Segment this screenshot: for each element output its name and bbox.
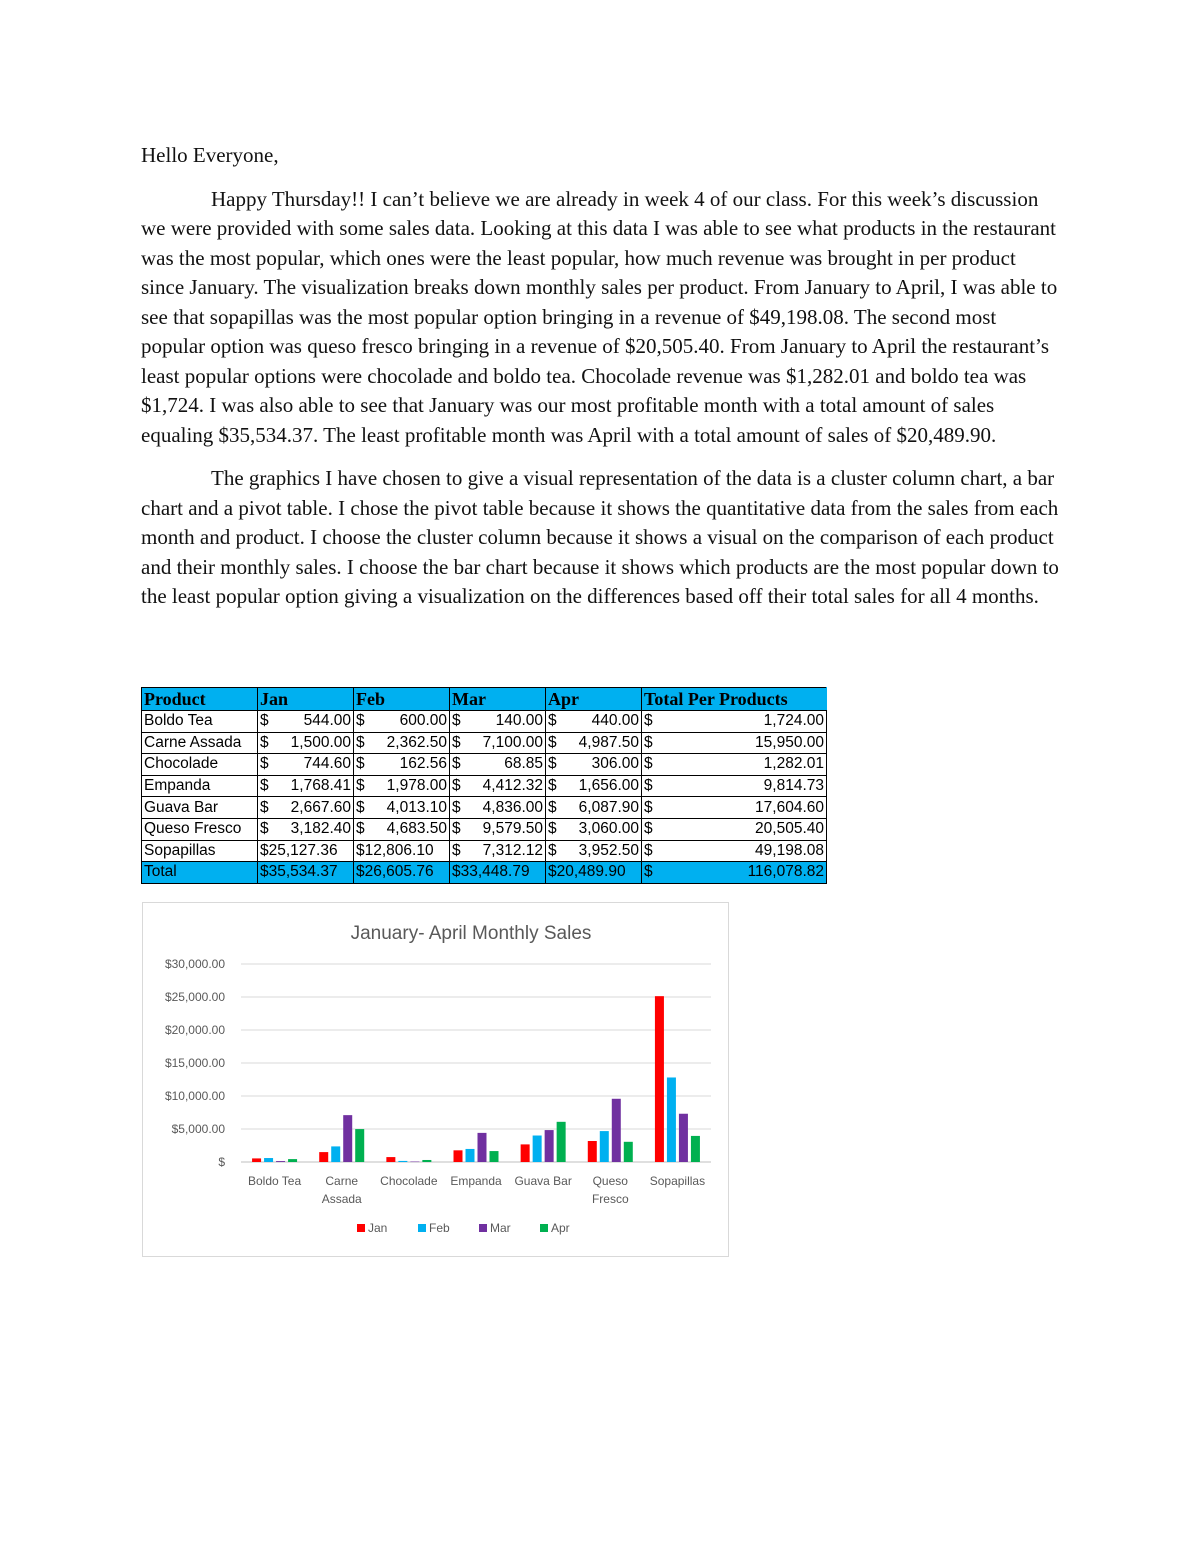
value-cell — [258, 862, 354, 884]
amount: 4,013.10 — [386, 798, 447, 816]
x-tick-label: Queso — [592, 1174, 628, 1188]
amount: 6,087.90 — [578, 798, 639, 816]
value-cell — [546, 797, 642, 819]
value-cell — [258, 797, 354, 819]
bar-mar — [276, 1161, 285, 1162]
x-tick-label: Fresco — [591, 1192, 629, 1206]
amount: 4,683.50 — [386, 820, 447, 838]
amount: 544.00 — [303, 712, 351, 730]
amount: 1,282.01 — [763, 755, 824, 773]
value-cell — [642, 711, 827, 733]
bar-apr — [422, 1160, 431, 1162]
currency-symbol: $ — [548, 777, 557, 795]
x-tick-label: Guava Bar — [514, 1174, 572, 1188]
amount: 1,978.00 — [386, 777, 447, 795]
table-row — [142, 754, 827, 776]
amount: 7,100.00 — [482, 733, 543, 751]
currency-symbol: $ — [548, 798, 557, 816]
bar-jan — [454, 1150, 463, 1162]
amount: $25,127.36 — [260, 841, 338, 859]
value-cell — [546, 862, 642, 884]
header-total: Total Per Products — [642, 688, 827, 711]
value-cell — [642, 754, 827, 776]
value-cell — [642, 818, 827, 840]
currency-symbol: $ — [356, 798, 365, 816]
amount: $12,806.10 — [356, 841, 434, 859]
amount: 306.00 — [591, 755, 639, 773]
value-cell — [546, 711, 642, 733]
bar-feb — [466, 1149, 475, 1162]
bar-jan — [319, 1152, 328, 1162]
amount: 4,987.50 — [578, 733, 639, 751]
value-cell — [450, 711, 546, 733]
amount: 3,952.50 — [578, 841, 639, 859]
value-cell — [258, 711, 354, 733]
value-cell — [546, 732, 642, 754]
bar-jan — [386, 1157, 395, 1162]
value-cell — [354, 818, 450, 840]
currency-symbol: $ — [548, 733, 557, 751]
currency-symbol: $ — [644, 712, 653, 730]
bar-apr — [288, 1159, 297, 1162]
y-tick-label: $30,000.00 — [164, 957, 225, 971]
product-cell: Sopapillas — [142, 840, 258, 862]
value-cell — [450, 840, 546, 862]
y-tick-label: $25,000.00 — [164, 990, 225, 1004]
value-cell — [450, 732, 546, 754]
value-cell — [546, 754, 642, 776]
amount: $33,448.79 — [452, 863, 530, 881]
amount: $35,534.37 — [260, 863, 338, 881]
currency-symbol: $ — [356, 733, 365, 751]
currency-symbol: $ — [260, 777, 269, 795]
table-row — [142, 840, 827, 862]
currency-symbol: $ — [644, 777, 653, 795]
x-tick-label: Boldo Tea — [247, 1174, 302, 1188]
currency-symbol: $ — [260, 733, 269, 751]
amount: 600.00 — [399, 712, 447, 730]
value-cell — [546, 818, 642, 840]
value-cell — [354, 840, 450, 862]
y-tick-label: $20,000.00 — [164, 1023, 225, 1037]
x-tick-label: Chocolade — [380, 1174, 438, 1188]
currency-symbol: $ — [452, 798, 461, 816]
value-cell — [642, 862, 827, 884]
value-cell — [450, 775, 546, 797]
bar-feb — [398, 1161, 407, 1162]
value-cell — [546, 840, 642, 862]
y-tick-label: $15,000.00 — [164, 1056, 225, 1070]
amount: 4,836.00 — [482, 798, 543, 816]
value-cell — [354, 775, 450, 797]
table-row — [142, 797, 827, 819]
bar-mar — [612, 1099, 621, 1162]
chart-svg — [143, 903, 728, 1256]
paragraph-1: Happy Thursday!! I can’t believe we are already in week 4 of our class. For this week’s discussion we were provided with some sales data. Looking at this data I was able to see what products in the restaurant was the most popular, which ones were the least popular, how much revenue was brought in per product since January. The visualization breaks down monthly sales per product. From January to April, I was able to see that sopapillas was the most popular option bringing in a revenue of $49,198.08. The second most popular option was queso fresco bringing in a revenue of $20,505.40. From January to April the restaurant’s least popular options were chocolade and boldo tea. Chocolade revenue was $1,282.01 and boldo tea was $1,724. I was also able to see that January was our most profitable month with a total amount of sales equaling $35,534.37. The least profitable month was April with a total amount of sales of $20,489.90. — [141, 186, 1058, 447]
value-cell — [354, 862, 450, 884]
x-tick-label: Sopapillas — [649, 1174, 706, 1188]
value-cell — [354, 732, 450, 754]
amount: 116,078.82 — [747, 863, 824, 881]
amount: 7,312.12 — [482, 841, 543, 859]
currency-symbol: $ — [644, 841, 653, 859]
value-cell — [546, 775, 642, 797]
value-cell — [258, 754, 354, 776]
currency-symbol: $ — [356, 755, 365, 773]
bar-apr — [624, 1142, 633, 1162]
bar-feb — [600, 1131, 609, 1162]
bar-feb — [667, 1077, 676, 1162]
amount: 1,500.00 — [290, 733, 351, 751]
amount: $26,605.76 — [356, 863, 434, 881]
currency-symbol: $ — [644, 733, 653, 751]
value-cell — [354, 797, 450, 819]
amount: 1,724.00 — [763, 712, 824, 730]
header-apr: Apr — [546, 688, 642, 711]
bar-feb — [533, 1136, 542, 1162]
amount: 440.00 — [591, 712, 639, 730]
product-cell: Total — [142, 862, 258, 884]
bar-jan — [588, 1141, 597, 1162]
legend-label: Mar — [490, 1221, 511, 1235]
product-cell: Queso Fresco — [142, 818, 258, 840]
currency-symbol: $ — [356, 820, 365, 838]
y-tick-label: $10,000.00 — [164, 1089, 225, 1103]
currency-symbol: $ — [356, 712, 365, 730]
bar-apr — [490, 1151, 499, 1162]
bar-feb — [331, 1146, 340, 1162]
bar-mar — [545, 1130, 554, 1162]
amount: 1,768.41 — [290, 777, 351, 795]
table-total-row — [142, 862, 827, 884]
legend-label: Apr — [551, 1221, 570, 1235]
value-cell — [354, 711, 450, 733]
y-tick-label: $5,000.00 — [171, 1122, 225, 1136]
letter-body — [141, 141, 1061, 612]
amount: 162.56 — [399, 755, 447, 773]
legend-label: Feb — [429, 1221, 450, 1235]
amount: 140.00 — [495, 712, 543, 730]
amount: 3,182.40 — [290, 820, 351, 838]
value-cell — [642, 797, 827, 819]
amount: 4,412.32 — [482, 777, 543, 795]
table-header-row — [142, 688, 827, 711]
currency-symbol: $ — [260, 755, 269, 773]
value-cell — [450, 862, 546, 884]
value-cell — [258, 818, 354, 840]
legend-swatch-mar — [479, 1224, 487, 1232]
x-tick-label: Assada — [321, 1192, 362, 1206]
value-cell — [258, 732, 354, 754]
amount: 1,656.00 — [578, 777, 639, 795]
product-cell: Empanda — [142, 775, 258, 797]
amount: $20,489.90 — [548, 863, 626, 881]
chart-title: January- April Monthly Sales — [350, 923, 592, 944]
amount: 68.85 — [504, 755, 543, 773]
bar-mar — [679, 1114, 688, 1162]
currency-symbol: $ — [260, 712, 269, 730]
currency-symbol: $ — [452, 841, 461, 859]
amount: 3,060.00 — [578, 820, 639, 838]
table-row — [142, 818, 827, 840]
bar-feb — [264, 1158, 273, 1162]
currency-symbol: $ — [644, 863, 653, 881]
header-feb: Feb — [354, 688, 450, 711]
value-cell — [642, 732, 827, 754]
product-cell: Guava Bar — [142, 797, 258, 819]
currency-symbol: $ — [356, 777, 365, 795]
bar-apr — [557, 1122, 566, 1162]
table-row — [142, 711, 827, 733]
sales-pivot-table — [141, 687, 827, 884]
bar-jan — [252, 1158, 261, 1162]
table-row — [142, 732, 827, 754]
value-cell — [258, 840, 354, 862]
currency-symbol: $ — [548, 841, 557, 859]
product-cell: Boldo Tea — [142, 711, 258, 733]
legend-swatch-feb — [418, 1224, 426, 1232]
bar-mar — [478, 1133, 487, 1162]
value-cell — [450, 754, 546, 776]
currency-symbol: $ — [452, 755, 461, 773]
amount: 17,604.60 — [755, 798, 824, 816]
bar-apr — [355, 1129, 364, 1162]
legend-label: Jan — [368, 1221, 388, 1235]
amount: 9,579.50 — [482, 820, 543, 838]
monthly-sales-chart — [142, 902, 729, 1257]
amount: 2,362.50 — [386, 733, 447, 751]
currency-symbol: $ — [452, 820, 461, 838]
header-product: Product — [142, 688, 258, 711]
amount: 20,505.40 — [755, 820, 824, 838]
currency-symbol: $ — [644, 755, 653, 773]
value-cell — [450, 818, 546, 840]
value-cell — [258, 775, 354, 797]
currency-symbol: $ — [548, 755, 557, 773]
paragraph-2: The graphics I have chosen to give a visual representation of the data is a cluster column chart, a bar chart and a pivot table. I chose the pivot table because it shows the quantitative data from the sales from each month and product. I choose the cluster column because it shows a visual on the comparison of each product and their monthly sales. I choose the bar chart because it shows which products are the most popular down to the least popular option giving a visualization on the differences based off their total sales for all 4 months. — [141, 466, 1059, 608]
value-cell — [354, 754, 450, 776]
header-jan: Jan — [258, 688, 354, 711]
currency-symbol: $ — [644, 798, 653, 816]
amount: 49,198.08 — [755, 841, 824, 859]
greeting: Hello Everyone, — [141, 143, 279, 167]
amount: 2,667.60 — [290, 798, 351, 816]
legend-swatch-apr — [540, 1224, 548, 1232]
currency-symbol: $ — [260, 820, 269, 838]
bar-mar — [410, 1162, 419, 1163]
value-cell — [642, 775, 827, 797]
y-tick-label: $ — [218, 1155, 225, 1169]
table-row — [142, 775, 827, 797]
bar-apr — [691, 1136, 700, 1162]
bar-jan — [521, 1144, 530, 1162]
x-tick-label: Empanda — [450, 1174, 502, 1188]
value-cell — [642, 840, 827, 862]
amount: 744.60 — [303, 755, 351, 773]
currency-symbol: $ — [452, 712, 461, 730]
currency-symbol: $ — [548, 712, 557, 730]
amount: 15,950.00 — [755, 733, 824, 751]
header-mar: Mar — [450, 688, 546, 711]
legend-swatch-jan — [357, 1224, 365, 1232]
bar-jan — [655, 996, 664, 1162]
product-cell: Chocolade — [142, 754, 258, 776]
currency-symbol: $ — [452, 777, 461, 795]
x-tick-label: Carne — [325, 1174, 359, 1188]
product-cell: Carne Assada — [142, 732, 258, 754]
bar-mar — [343, 1115, 352, 1162]
currency-symbol: $ — [548, 820, 557, 838]
value-cell — [450, 797, 546, 819]
currency-symbol: $ — [452, 733, 461, 751]
currency-symbol: $ — [644, 820, 653, 838]
currency-symbol: $ — [260, 798, 269, 816]
amount: 9,814.73 — [763, 777, 824, 795]
